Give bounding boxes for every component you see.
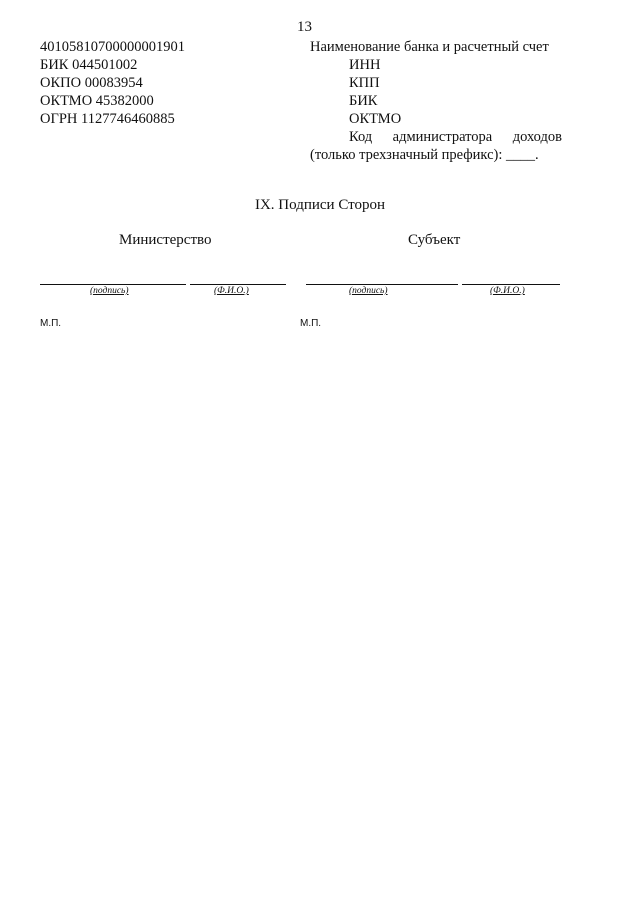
ministry-signature-line [40,284,186,285]
ministry-signature-caption: (подпись) [90,286,129,296]
prefix-label: (только трехзначный префикс): ____. [310,147,539,163]
subject-name-caption: (Ф.И.О.) [490,286,525,296]
right-payment-details [310,38,562,164]
subject-signature-caption: (подпись) [349,286,388,296]
party-subject-name: Субъект [408,232,461,248]
okpo-value: ОКПО 00083954 [40,75,143,91]
subject-signature-line [306,284,458,285]
ministry-name-line [190,284,286,285]
bank-account-label: Наименование банка и расчетный счет [310,39,549,55]
oktmo-value: ОКТМО 45382000 [40,93,154,109]
bik-value: БИК 044501002 [40,57,138,73]
section-title: IX. Подписи Сторон [254,197,386,213]
account-number: 40105810700000001901 [40,39,185,55]
ministry-stamp-label: М.П. [40,318,62,329]
oktmo-label: ОКТМО [349,111,402,127]
subject-stamp-label: М.П. [300,318,322,329]
page-number: 13 [297,19,312,35]
subject-name-line [462,284,560,285]
ministry-name-caption: (Ф.И.О.) [214,286,249,296]
inn-label: ИНН [349,57,381,73]
bik-label: БИК [349,93,378,109]
kpp-label: КПП [349,75,380,91]
party-ministry-name: Министерство [119,232,212,248]
ogrn-value: ОГРН 1127746460885 [40,111,175,127]
admin-code-label: Код администратора доходов [349,129,562,145]
left-payment-details [40,38,185,128]
